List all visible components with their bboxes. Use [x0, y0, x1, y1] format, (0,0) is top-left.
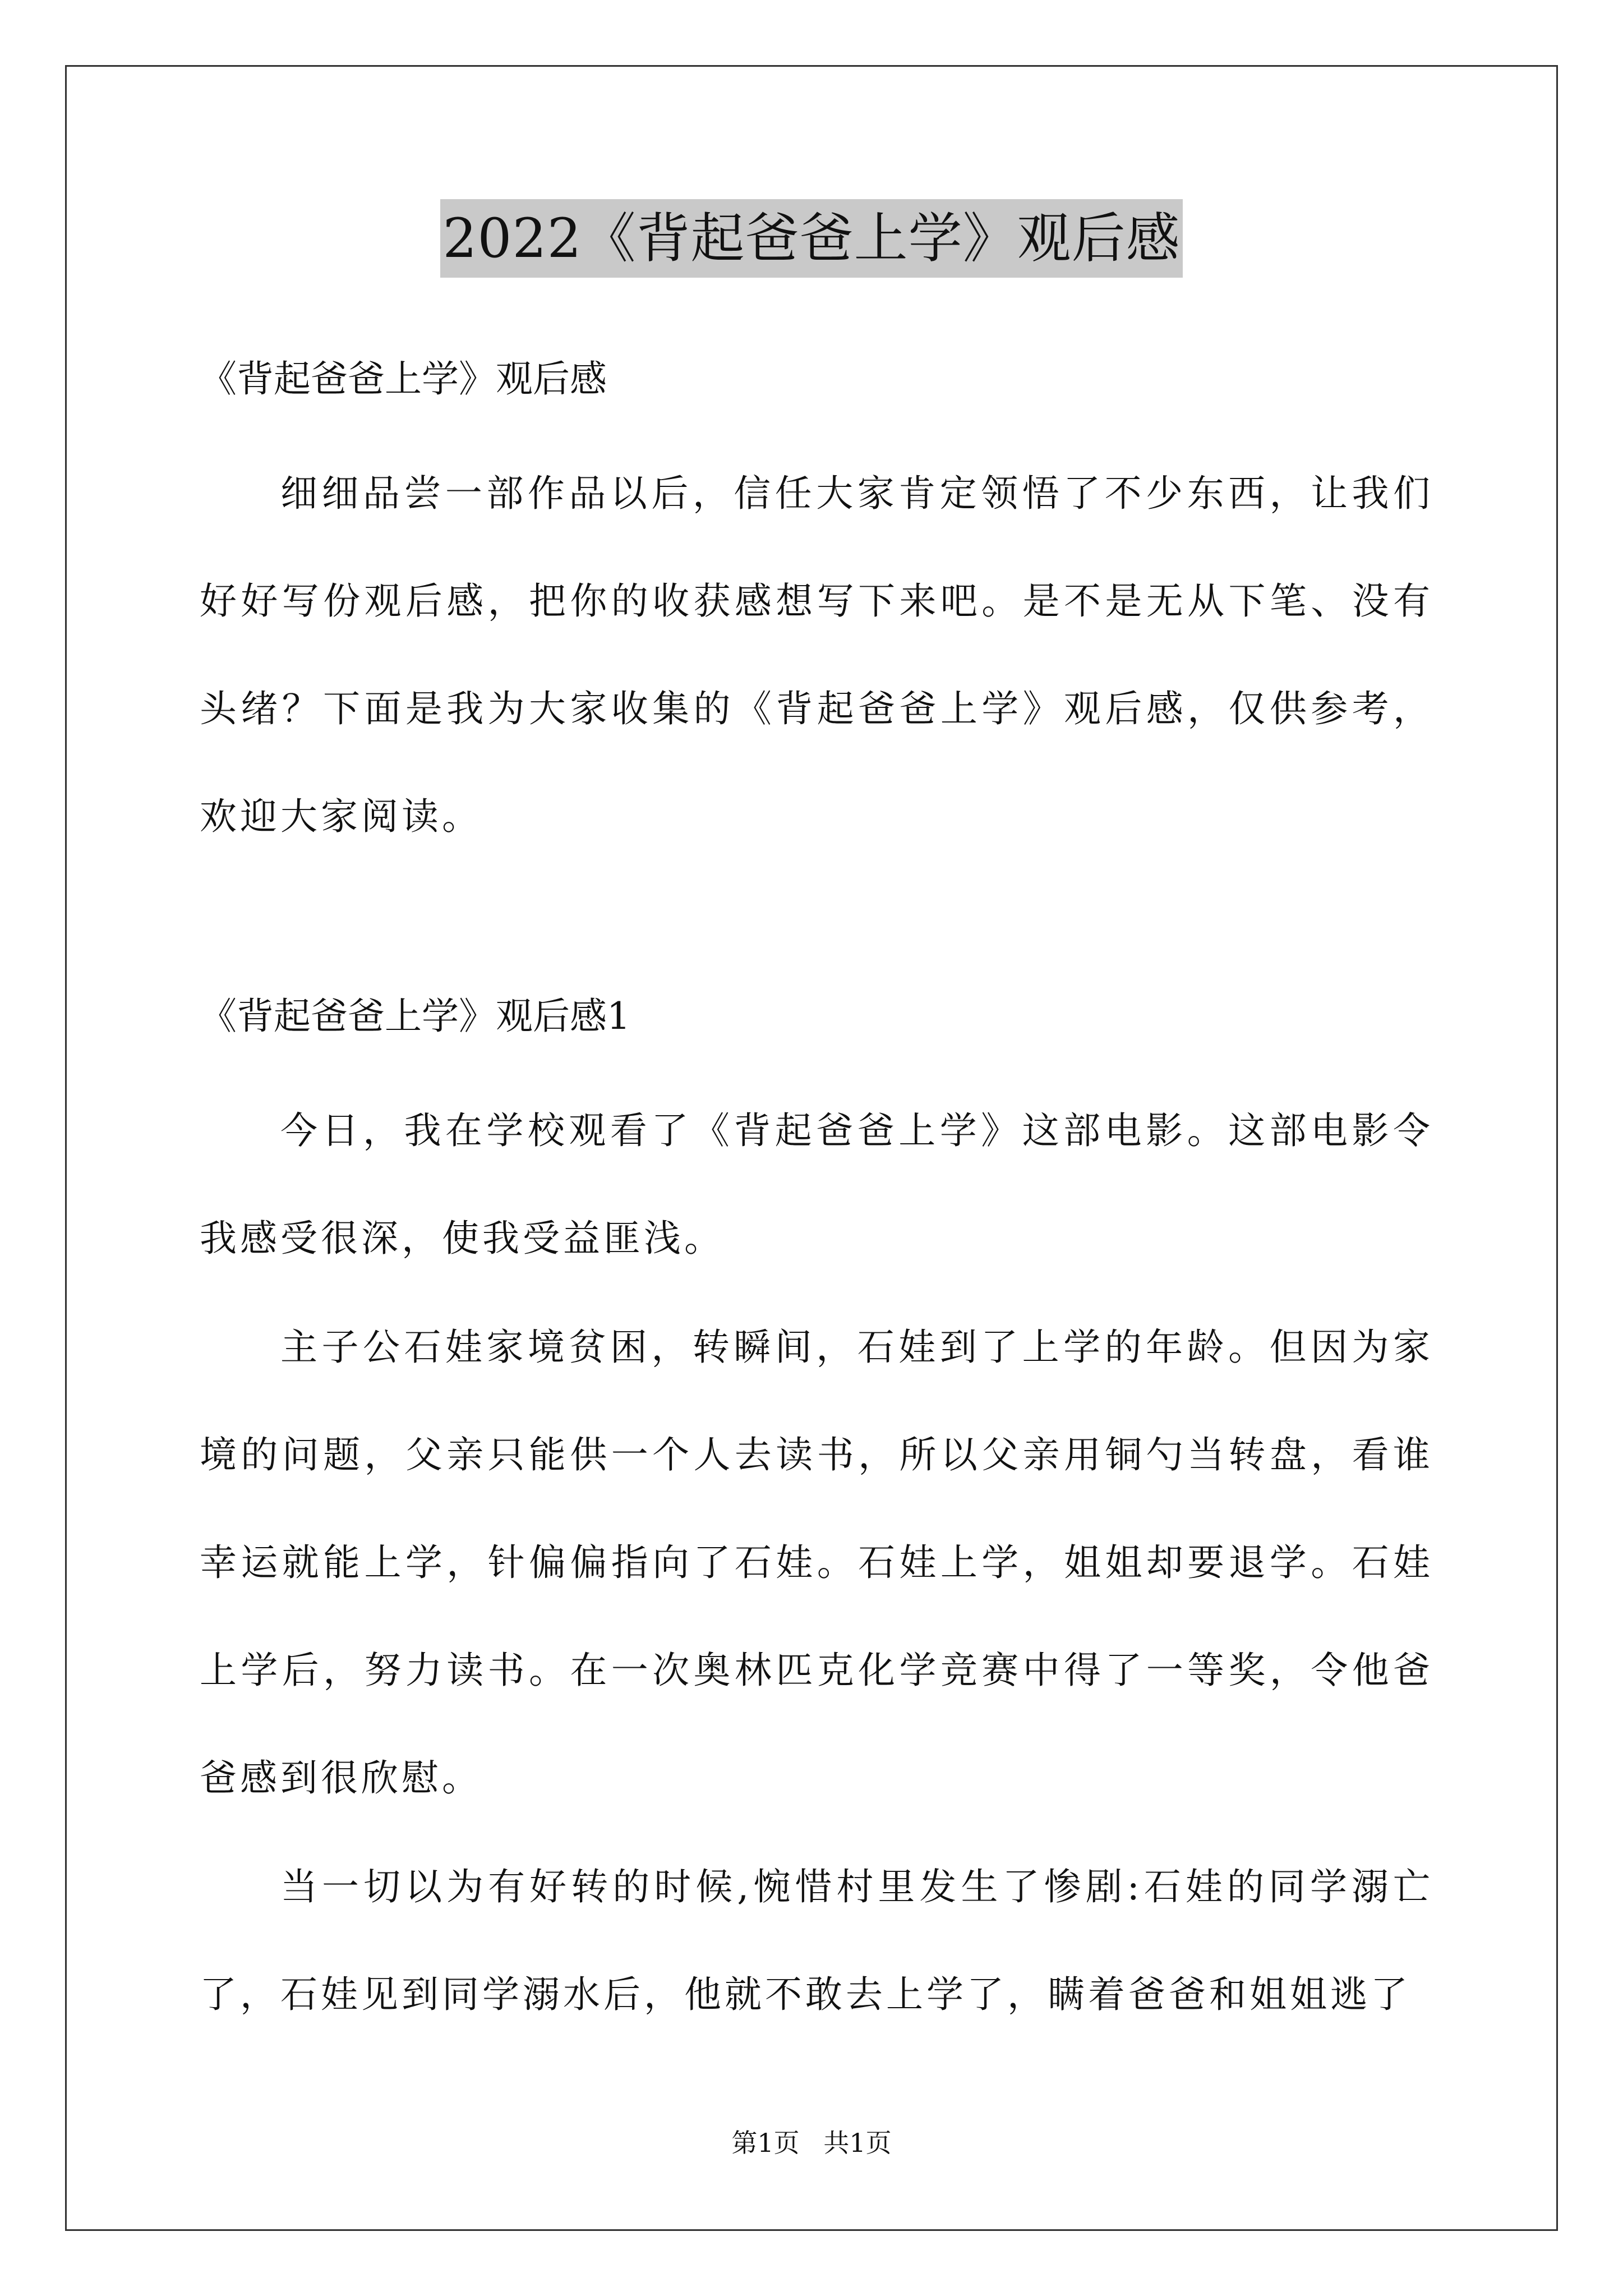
total-pages: 共1页	[823, 2128, 892, 2158]
intro-paragraph: 细细品尝一部作品以后，信任大家肯定领悟了不少东西，让我们好好写份观后感，把你的收获感想写下来吧。是不是无从下笔、没有头绪？下面是我为大家收集的《背起爸爸上学》观后感，仅供参考，欢迎大家阅读。	[200, 472, 1433, 838]
document-title-container	[0, 199, 1623, 278]
document-title: 2022《背起爸爸上学》观后感	[440, 199, 1182, 278]
section-1-paragraph: 主子公石娃家境贫困，转瞬间，石娃到了上学的年龄。但因为家境的问题，父亲只能供一个人去读书，所以父亲用铜勺当转盘，看谁幸运就能上学，针偏偏指向了石娃。石娃上学，姐姐却要退学。石娃上学后，努力读书。在一次奥林匹克化学竞赛中得了一等奖，令他爸爸感到很欣慰。	[200, 1326, 1433, 1800]
page-number: 第1页	[731, 2128, 800, 2158]
intro-heading: 《背起爸爸上学》观后感	[200, 357, 607, 401]
page-footer	[0, 2126, 1623, 2160]
section-1-paragraph: 今日，我在学校观看了《背起爸爸上学》这部电影。这部电影令我感受很深，使我受益匪浅。	[200, 1109, 1433, 1260]
section-1-paragraph: 当一切以为有好转的时候,惋惜村里发生了惨剧:石娃的同学溺亡了，石娃见到同学溺水后，他就不敢去上学了，瞒着爸爸和姐姐逃了	[200, 1865, 1433, 2016]
document-body	[200, 340, 1433, 2049]
section-1-heading: 《背起爸爸上学》观后感1	[200, 995, 630, 1038]
